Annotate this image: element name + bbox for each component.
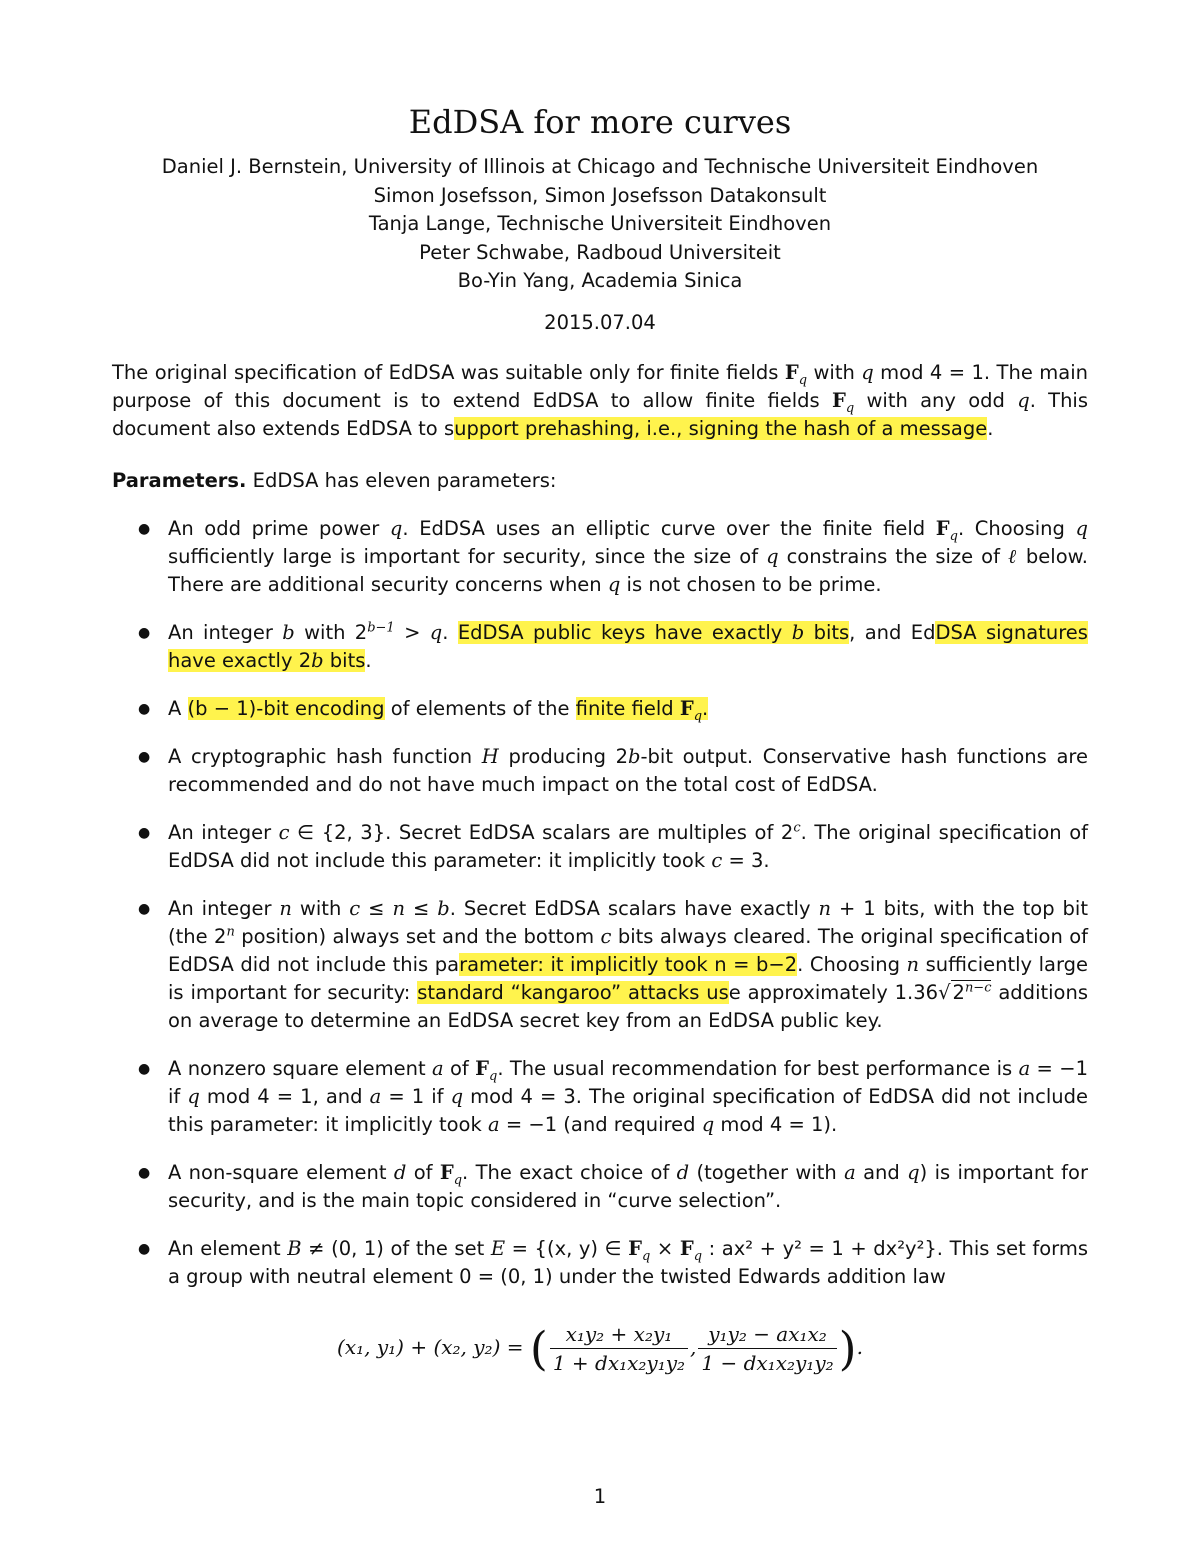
author-list <box>0 153 1200 296</box>
section-heading: Parameters. EdDSA has eleven parameters: <box>112 469 557 492</box>
highlight: EdDSA public keys have exactly b bits <box>457 621 850 644</box>
list-item: ● An integer c ∈ {2, 3}. Secret EdDSA scalars are multiples of 2$^c$. The original specification of EdDSA did not include this parameter: it implicitly took c = 3. <box>138 820 1088 872</box>
highlight: upport prehashing, i.e., signing the hash of a message <box>454 417 988 440</box>
author-line: Bo-Yin Yang, Academia Sinica <box>457 269 743 292</box>
paper-title: EdDSA for more curves <box>408 103 792 141</box>
equation-fraction: $\frac{\text{y₁y₂ − ax₁x₂}}{\text{1 − dx₁x₂y₁y₂}}$ <box>698 1320 836 1377</box>
paper-date: 2015.07.04 <box>544 311 656 334</box>
list-item: ● An integer b with $2^{b-1} > q$. EdDSA public keys have exactly b bits, and EdDSA signatures have exactly 2b bits. <box>138 620 1088 672</box>
edwards-addition-law-equation: (x₁, y₁) + (x₂, y₂) = ( $\frac{\text{x₁y₂ + x₂y₁}}{\text{1 + dx₁x₂y₁y₂}}$ , $\frac{\text{y₁y₂ − ax₁x₂}}{\text{1 − dx₁x₂y₁y₂}}$ ). <box>337 1321 863 1376</box>
list-item: ● A (b − 1)-bit encoding of elements of the finite field $F_q$. <box>138 697 709 724</box>
author-line: Daniel J. Bernstein, University of Illinois at Chicago and Technische Universiteit Eindhoven <box>161 155 1039 178</box>
equation-lhs: (x₁, y₁) + (x₂, y₂) = <box>337 1335 524 1359</box>
abstract: The original specification of EdDSA was suitable only for finite fields $F_q$ with q mod 4 = 1. The main purpose of this document is to extend EdDSA to allow finite fields $F_q$ with any odd q. This document also extends EdDSA to support prehashing, i.e., signing the hash of a message. <box>112 361 1089 440</box>
equation-right-paren: ) <box>838 1321 857 1376</box>
list-item: ● A non-square element d of $F_q$. The exact choice of d (together with a and q) is important for security, and is the main topic considered in “curve selection”. <box>138 1161 1088 1212</box>
list-item: ● An odd prime power q. EdDSA uses an elliptic curve over the finite field $F_q$. Choosing q sufficiently large is important for security, since the size of q constrains the size of ℓ below. There are additional security concerns when q is not chosen to be prime. <box>138 517 1089 596</box>
author-line: Tanja Lange, Technische Universiteit Eindhoven <box>368 212 832 235</box>
highlight: finite field $F_q$. <box>575 697 709 724</box>
list-item: ● A nonzero square element a of $F_q$. The usual recommendation for best performance is a = −1 if q mod 4 = 1, and a = 1 if q mod 4 = 3. The original specification of EdDSA did not include this parameter: it implicitly took a = −1 (and required q mod 4 = 1). <box>138 1057 1089 1136</box>
bullet-icon: ● <box>138 521 151 537</box>
bullet-icon: ● <box>138 901 151 917</box>
equation-fraction: $\frac{\text{x₁y₂ + x₂y₁}}{\text{1 + dx₁x₂y₁y₂}}$ <box>550 1320 688 1377</box>
bullet-icon: ● <box>138 1061 151 1077</box>
bullet-icon: ● <box>138 825 151 841</box>
bullet-icon: ● <box>138 1241 151 1257</box>
parameter-list <box>112 515 1088 1311</box>
author-line: Simon Josefsson, Simon Josefsson Datakonsult <box>373 183 827 207</box>
bullet-icon: ● <box>138 749 151 765</box>
list-item: ● An integer n with c ≤ n ≤ b. Secret EdDSA scalars have exactly n + 1 bits, with the top bit (the 2$^n$ position) always set and the bottom c bits always cleared. The original specification of EdDSA did not include this parameter: it implicitly took n = b−2. Choosing n sufficiently large is important for security: standard “kangaroo” attacks use approximately 1.36√ $2^{n-c}$ additions on average to determine an EdDSA secret key from an EdDSA public key. <box>138 897 1089 1032</box>
equation-left-paren: ( <box>529 1321 548 1376</box>
bullet-icon: ● <box>138 625 151 641</box>
page-number: 1 <box>593 1485 607 1508</box>
highlight: DSA signatures have exactly 2b bits <box>168 621 1088 672</box>
highlight: standard “kangaroo” attacks us <box>417 981 729 1004</box>
author-line: Peter Schwabe, Radboud Universiteit <box>419 240 781 264</box>
bullet-icon: ● <box>138 1165 151 1181</box>
highlight: rameter: it implicitly took n = b−2 <box>459 953 798 976</box>
list-item: ● An element B ≠ (0, 1) of the set E = {(x, y) ∈ $F_q \times F_q$ : ax² + y² = 1 + dx²y²}. This set forms a group with neutral element 0 = (0, 1) under the twisted Edwards addition law <box>138 1237 1089 1288</box>
list-item: ● A cryptographic hash function H producing 2b-bit output. Conservative hash functions are recommended and do not have much impact on the total cost of EdDSA. <box>138 745 1088 796</box>
bullet-icon: ● <box>138 701 151 717</box>
highlight: (b − 1)-bit encoding <box>187 697 385 720</box>
